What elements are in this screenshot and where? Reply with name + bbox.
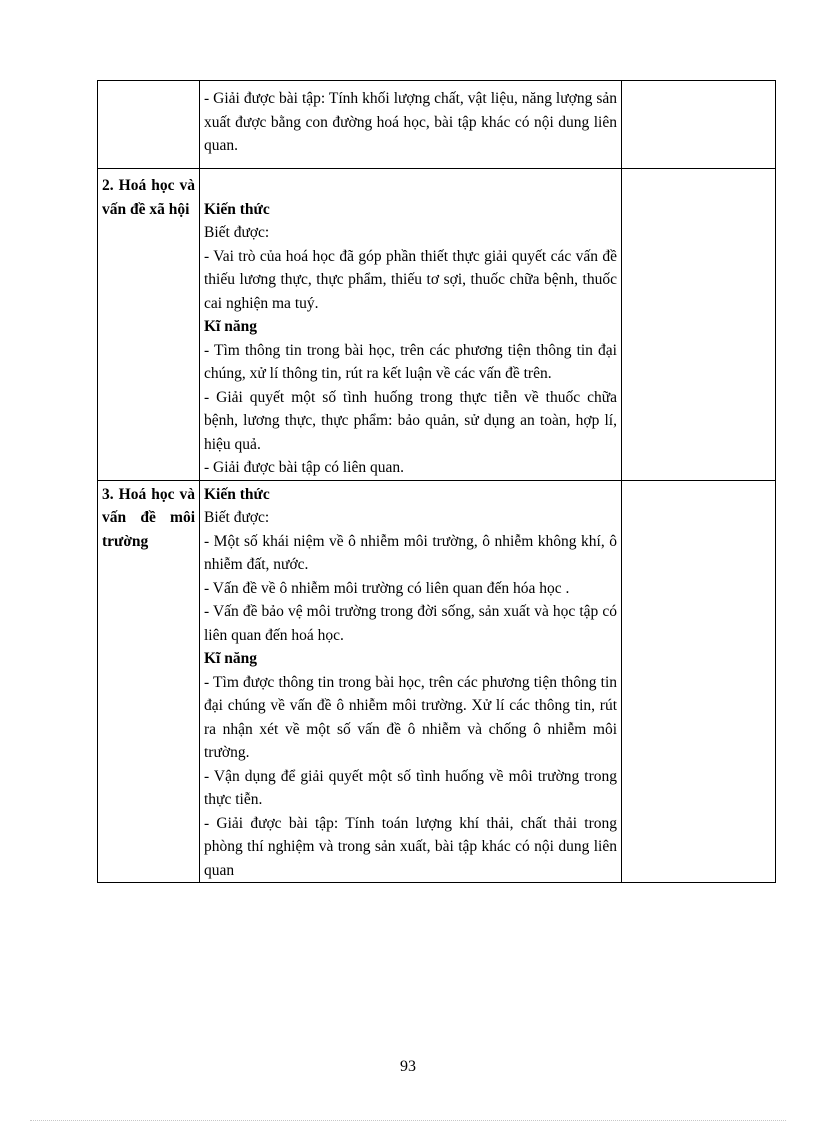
table-row xyxy=(98,81,776,169)
skill-item: - Tìm được thông tin trong bài học, trên các phương tiện thông tin đại chúng về vấn đề ô nhiễm môi trường. Xử lí các thông tin, rút ra nhận xét về một số vấn đề ô nhiễm và chống ô nhiễm môi trường. xyxy=(204,673,617,761)
curriculum-table xyxy=(97,80,776,883)
skill-item: - Giải được bài tập: Tính toán lượng khí thải, chất thải trong phòng thí nghiệm và trong sản xuất, bài tập khác có nội dung liên quan xyxy=(204,814,617,879)
content-cell xyxy=(200,81,622,169)
topic-cell xyxy=(98,81,200,169)
content-cell xyxy=(200,169,622,481)
content-line: - Giải được bài tập: Tính khối lượng chất, vật liệu, năng lượng sản xuất được bằng con đường hoá học, bài tập khác có nội dung liên quan. xyxy=(204,90,617,154)
topic-cell xyxy=(98,169,200,481)
notes-cell xyxy=(622,81,776,169)
knowledge-item: - Một số khái niệm về ô nhiễm môi trường, ô nhiễm không khí, ô nhiễm đất, nước. xyxy=(204,532,617,573)
knowledge-item: - Vai trò của hoá học đã góp phần thiết thực giải quyết các vấn đề thiếu lương thực, thực phẩm, thiếu tơ sợi, thuốc chữa bệnh, thuốc cai nghiện ma tuý. xyxy=(204,247,617,312)
notes-cell xyxy=(622,480,776,883)
skills-heading: Kĩ năng xyxy=(204,318,257,335)
knowledge-item: - Vấn đề bảo vệ môi trường trong đời sống, sản xuất và học tập có liên quan đến hoá học. xyxy=(204,603,617,644)
page-bottom-rule xyxy=(30,1120,786,1121)
table-row xyxy=(98,169,776,481)
content-cell xyxy=(200,480,622,883)
skill-item: - Giải quyết một số tình huống trong thực tiễn về thuốc chữa bệnh, lương thực, thực phẩm: bảo quản, sử dụng an toàn, hợp lí, hiệu quả. xyxy=(204,388,617,453)
blank-line xyxy=(204,174,617,198)
knowledge-intro: Biết được: xyxy=(204,224,270,241)
notes-cell xyxy=(622,169,776,481)
knowledge-heading: Kiến thức xyxy=(204,485,270,503)
skill-item: - Tìm thông tin trong bài học, trên các phương tiện thông tin đại chúng, xử lí thông tin, rút ra kết luận về các vấn đề trên. xyxy=(204,341,617,382)
skills-heading: Kĩ năng xyxy=(204,650,257,667)
topic-cell xyxy=(98,480,200,883)
topic-title: 3. Hoá học và vấn đề môi trường xyxy=(102,485,195,550)
skill-item: - Vận dụng để giải quyết một số tình huống về môi trường trong thực tiễn. xyxy=(204,767,617,808)
skill-item: - Giải được bài tập có liên quan. xyxy=(204,459,404,476)
knowledge-item: - Vấn đề về ô nhiễm môi trường có liên quan đến hóa học . xyxy=(204,579,570,597)
page-number: 93 xyxy=(400,1058,416,1075)
knowledge-intro: Biết được: xyxy=(204,509,270,526)
table-row xyxy=(98,480,776,883)
topic-title: 2. Hoá học và vấn đề xã hội xyxy=(102,177,195,218)
knowledge-heading: Kiến thức xyxy=(204,200,270,218)
